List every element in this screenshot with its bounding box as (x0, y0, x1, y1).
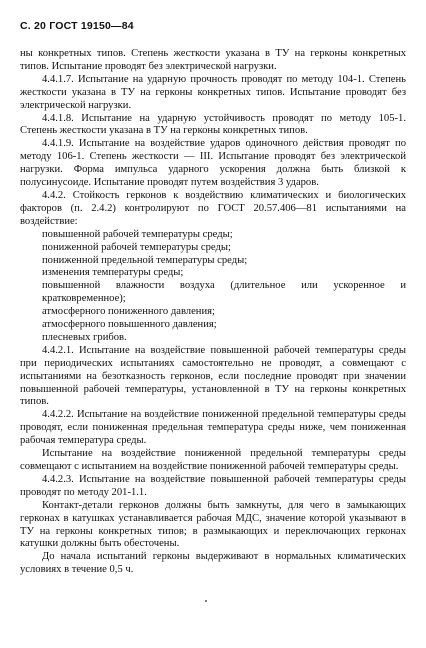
list-item: пониженной предельной температуры среды; (42, 254, 248, 266)
scan-speck (205, 600, 207, 602)
list-item: изменения температуры среды; (42, 267, 184, 279)
list-item: плесневых грибов. (42, 331, 127, 343)
paragraph-4-4-1-8: 4.4.1.8. Испытание на ударную устойчивость проводят по методу 105-1. Степень жесткости указана в ТУ на герконы конкретных типов. (20, 112, 406, 137)
page-header: С. 20 ГОСТ 19150—84 (20, 20, 134, 32)
list-item: атмосферного пониженного давления; (42, 306, 215, 318)
paragraph: ны конкретных типов. Степень жесткости указана в ТУ на герконы конкретных типов. Испытание проводят без электрической нагрузки. (20, 48, 406, 72)
paragraph-4-4-1-9: 4.4.1.9. Испытание на воздействие ударов одиночного действия проводят по методу 106-1. Степень жесткости — III. Испытание проводят без электрической нагрузки. Форма импульса ударного ускорения должна быть близкой к полусинусоиде. Испытание проводят путем воздействия 3 ударов. (20, 138, 406, 189)
paragraph-4-4-2: 4.4.2. Стойкость герконов к воздействию климатических и биологических факторов (п. 2.4.2) контролируют по ГОСТ 20.57.406—81 испытаниями на воздействие: (20, 189, 406, 227)
paragraph-4-4-2-3: 4.4.2.3. Испытание на воздействие повышенной рабочей температуры среды проводят по методу 201-1.1. (20, 473, 406, 498)
paragraph-4-4-2-2: 4.4.2.2. Испытание на воздействие пониженной предельной температуры среды проводят, если пониженная предельная температура среды ниже, чем пониженная рабочая температура среды. (20, 409, 406, 447)
list-item: повышенной рабочей температуры среды; (42, 228, 233, 240)
list-item: пониженной рабочей температуры среды; (42, 241, 231, 253)
paragraph-4-4-2-1: 4.4.2.1. Испытание на воздействие повышенной рабочей температуры среды при периодических испытаниях самостоятельно не проводят, а совмещают с испытаниями на безотказность герконов, если последние проводят при значении повышенной рабочей температуры, установленной в ТУ на герконы конкретных типов. (20, 344, 406, 408)
document-body (20, 48, 406, 577)
paragraph: Испытание на воздействие пониженной предельной температуры среды совмещают с испытанием на воздействие пониженной рабочей температуры среды. (20, 448, 406, 472)
list-item: повышенной влажности воздуха (длительное или ускоренное и кратковременное); (42, 280, 406, 305)
paragraph: До начала испытаний герконы выдерживают в нормальных климатических условиях в течение 0,5 ч. (20, 551, 406, 576)
paragraph-4-4-1-7: 4.4.1.7. Испытание на ударную прочность проводят по методу 104-1. Степень жесткости указана в ТУ на герконы конкретных типов. Испытание проводят без электрической нагрузки. (20, 73, 406, 111)
paragraph: Контакт-детали герконов должны быть замкнуты, для чего в замыкающих герконах в катушках устанавливается рабочая МДС, значение которой указывают в ТУ на герконы конкретных типов; в размыкающих и переключающих герконах катушки должны быть обесточены. (20, 499, 406, 550)
list-item: атмосферного повышенного давления; (42, 319, 217, 331)
